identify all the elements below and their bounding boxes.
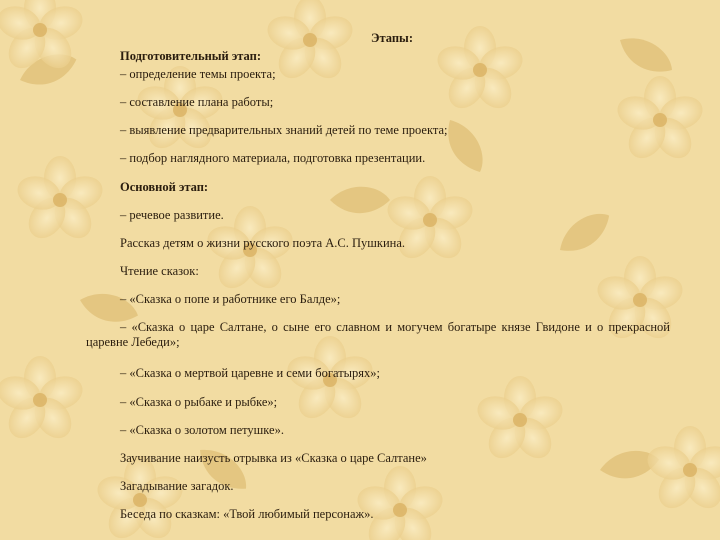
main-line: Заучивание наизусть отрывка из «Сказка о царе Салтане»: [120, 451, 427, 465]
prep-item: – составление плана работы;: [120, 95, 274, 109]
main-line: Рассказ детям о жизни русского поэта А.С. Пушкина.: [120, 236, 406, 250]
main-line: – «Сказка о мертвой царевне и семи богатырях»;: [120, 366, 381, 380]
main-line: Чтение сказок:: [120, 264, 199, 278]
main-line: – «Сказка о золотом петушке».: [120, 423, 284, 437]
main-line: Загадывание загадок.: [120, 479, 234, 493]
prep-stage-title: Подготовительный этап:: [120, 49, 261, 63]
main-line: – речевое развитие.: [120, 208, 224, 222]
prep-item: – подбор наглядного материала, подготовка презентации.: [120, 151, 426, 165]
main-line: – «Сказка о царе Салтане, о сыне его славном и могучем богатыре князе Гвидоне и о прекрасной царевне Лебеди»;: [86, 320, 670, 349]
prep-item: – выявление предварительных знаний детей по теме проекта;: [120, 123, 448, 137]
main-line: – «Сказка о рыбаке и рыбке»;: [120, 395, 278, 409]
prep-item: – определение темы проекта;: [120, 67, 276, 81]
main-stage-title: Основной этап:: [120, 180, 209, 194]
main-line: Беседа по сказкам: «Твой любимый персонаж».: [120, 507, 374, 521]
page-title: Этапы:: [371, 31, 413, 45]
main-line: – «Сказка о попе и работнике его Балде»;: [120, 292, 341, 306]
